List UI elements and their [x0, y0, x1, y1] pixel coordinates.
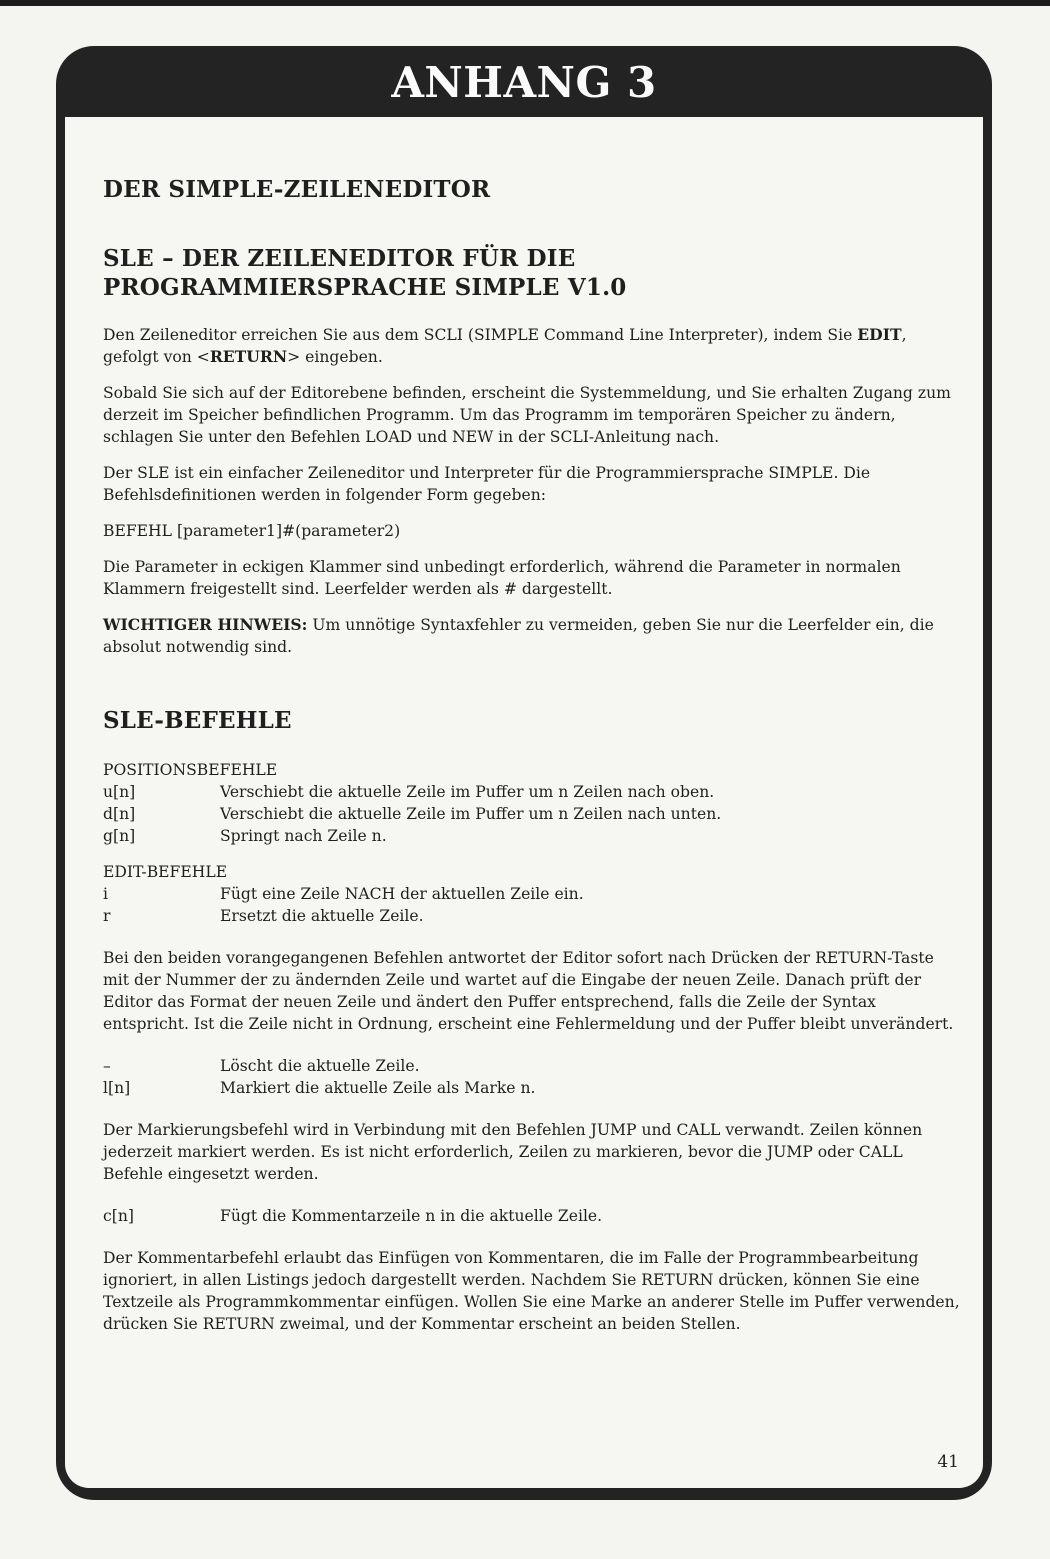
command-key: r — [103, 907, 111, 925]
command-row — [103, 883, 963, 905]
page-number: 41 — [937, 1452, 959, 1472]
command-desc: Löscht die aktuelle Zeile. — [220, 1057, 420, 1075]
syntax-example: BEFEHL [parameter1]#(parameter2) — [103, 522, 401, 540]
command-row — [103, 781, 963, 803]
position-commands-heading: POSITIONSBEFEHLE — [103, 761, 278, 779]
command-key: c[n] — [103, 1207, 134, 1225]
command-row — [103, 1055, 963, 1077]
note-label: WICHTIGER HINWEIS: — [103, 615, 308, 634]
note-text: Um unnötige Syntaxfehler zu vermeiden, geben Sie nur die Leerfelder ein, die absolut notwendig sind. — [103, 616, 934, 656]
command-key: l[n] — [103, 1079, 131, 1097]
edit-keyword: EDIT — [857, 325, 902, 344]
chapter-title: ANHANG 3 — [391, 58, 657, 107]
section-title-commands: SLE-BEFEHLE — [103, 707, 292, 734]
content — [103, 175, 963, 1335]
intro-text: , gefolgt von < — [103, 326, 907, 366]
intro-paragraph-5: Die Parameter in eckigen Klammer sind unbedingt erforderlich, während die Parameter in normalen Klammern freigestellt sind. Leerfelder werden als # dargestellt. — [103, 558, 901, 598]
command-row — [103, 803, 963, 825]
top-rule — [0, 0, 1050, 6]
section-title-sle-line2: PROGRAMMIERSPRACHE SIMPLE V1.0 — [103, 274, 627, 301]
page-body — [65, 117, 983, 1488]
intro-paragraph-2: Sobald Sie sich auf der Editorebene befinden, erscheint die Systemmeldung, und Sie erhalten Zugang zum derzeit im Speicher befindlichen Programm. Um das Programm im temporären Speicher zu ändern, schlagen Sie unter den Befehlen LOAD und NEW in der SCLI-Anleitung nach. — [103, 384, 951, 446]
section-title-editor: DER SIMPLE-ZEILENEDITOR — [103, 176, 491, 203]
command-key: d[n] — [103, 805, 136, 823]
command-desc: Verschiebt die aktuelle Zeile im Puffer um n Zeilen nach oben. — [220, 783, 715, 801]
command-row — [103, 825, 963, 847]
intro-paragraph-1 — [103, 324, 963, 368]
command-desc: Springt nach Zeile n. — [220, 827, 387, 845]
intro-text: Den Zeileneditor erreichen Sie aus dem SCLI (SIMPLE Command Line Interpreter), indem Sie — [103, 326, 858, 344]
return-keyword: RETURN — [209, 347, 288, 366]
command-key: u[n] — [103, 783, 136, 801]
page-frame — [56, 46, 992, 1500]
edit-commands-explanation: Bei den beiden vorangegangenen Befehlen antwortet der Editor sofort nach Drücken der RETURN-Taste mit der Nummer der zu ändernden Zeile und wartet auf die Eingabe der neuen Zeile. Danach prüft der Editor das Format der neuen Zeile und ändert den Puffer entsprechend, falls die Zeile der Syntax entspricht. Ist die Zeile nicht in Ordnung, erscheint eine Fehlermeldung und der Puffer bleibt unverändert. — [103, 949, 954, 1033]
command-row — [103, 905, 963, 927]
command-row — [103, 1077, 963, 1099]
command-key: g[n] — [103, 827, 136, 845]
command-row — [103, 1205, 963, 1227]
marker-explanation: Der Markierungsbefehl wird in Verbindung mit den Befehlen JUMP und CALL verwandt. Zeilen können jederzeit markiert werden. Es ist nicht erforderlich, Zeilen zu markieren, bevor die JUMP oder CALL Befehle eingesetzt werden. — [103, 1121, 923, 1183]
command-desc: Fügt eine Zeile NACH der aktuellen Zeile ein. — [220, 885, 584, 903]
command-desc: Fügt die Kommentarzeile n in die aktuelle Zeile. — [220, 1207, 603, 1225]
section-title-sle-line1: SLE – DER ZEILENEDITOR FÜR DIE — [103, 245, 576, 272]
intro-text: > eingeben. — [287, 348, 383, 366]
edit-commands-heading: EDIT-BEFEHLE — [103, 863, 228, 881]
command-desc: Verschiebt die aktuelle Zeile im Puffer um n Zeilen nach unten. — [220, 805, 722, 823]
command-key: i — [103, 885, 108, 903]
comment-explanation: Der Kommentarbefehl erlaubt das Einfügen von Kommentaren, die im Falle der Programmbearbeitung ignoriert, in allen Listings jedoch dargestellt werden. Nachdem Sie RETURN drücken, können Sie eine Textzeile als Programmkommentar einfügen. Wollen Sie eine Marke an anderer Stelle im Puffer verwenden, drücken Sie RETURN zweimal, und der Kommentar erscheint an beiden Stellen. — [103, 1249, 960, 1333]
command-desc: Markiert die aktuelle Zeile als Marke n. — [220, 1079, 536, 1097]
command-desc: Ersetzt die aktuelle Zeile. — [220, 907, 424, 925]
intro-paragraph-3: Der SLE ist ein einfacher Zeileneditor und Interpreter für die Programmiersprache SIMPLE. Die Befehlsdefinitionen werden in folgender Form gegeben: — [103, 464, 871, 504]
important-note — [103, 614, 963, 658]
command-key: – — [103, 1057, 111, 1075]
